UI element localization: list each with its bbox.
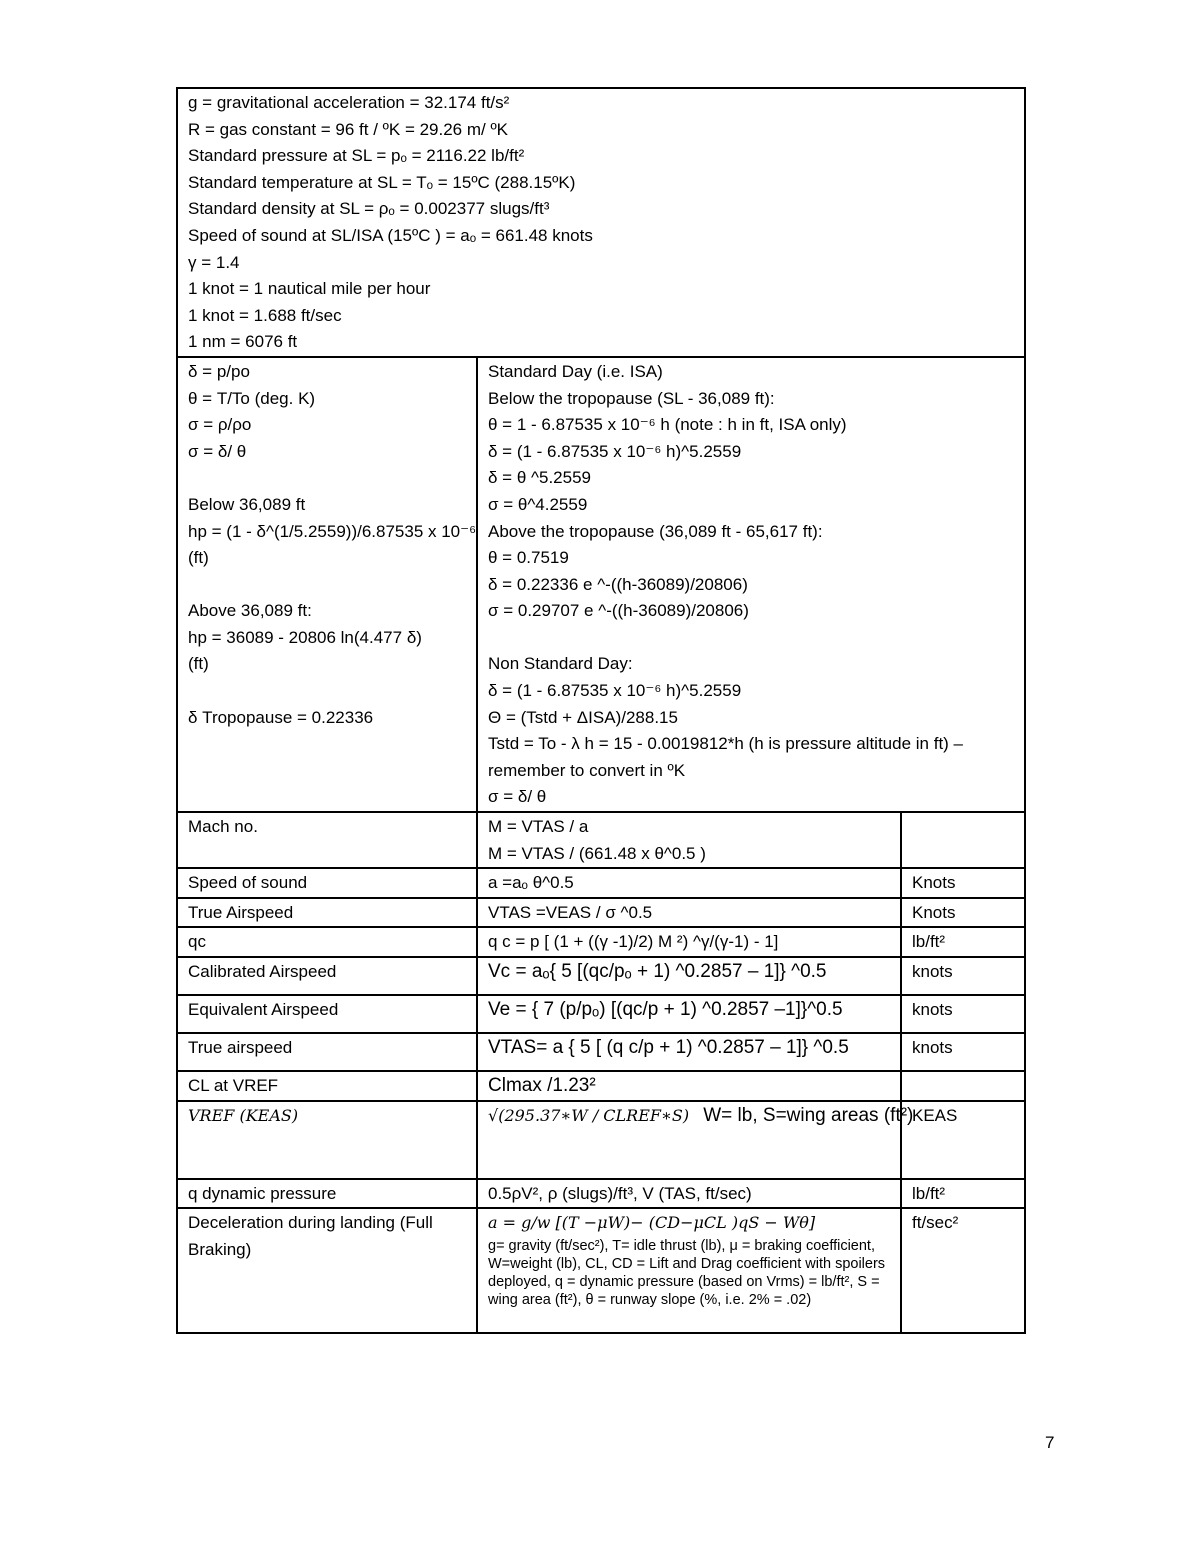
formula-line: q c = p [ (1 + ((γ -1)/2) M ²) ^γ/(γ-1) - 1]	[488, 932, 779, 952]
page-number: 7	[1045, 1433, 1055, 1452]
quantity-name: Calibrated Airspeed	[177, 957, 477, 995]
unit-cell: lb/ft²	[901, 927, 1025, 957]
ratio-line: θ = 1 - 6.87535 x 10⁻⁶ h (note : h in ft, ISA only)	[488, 415, 847, 435]
ratio-line: Above the tropopause (36,089 ft - 65,617 ft):	[488, 521, 823, 541]
formula-cell	[477, 898, 901, 928]
ratio-line: Below the tropopause (SL - 36,089 ft):	[488, 388, 775, 408]
formula-cell	[477, 1179, 901, 1209]
unit-cell	[901, 812, 1025, 868]
unit-cell: knots	[901, 957, 1025, 995]
ratio-line: Above 36,089 ft:	[188, 601, 312, 621]
formula-line: a =aₒ θ^0.5	[488, 873, 574, 893]
quantity-name: CL at VREF	[177, 1071, 477, 1101]
quantity-name: True airspeed	[177, 1033, 477, 1071]
unit-cell: knots	[901, 995, 1025, 1033]
formula-cell	[477, 995, 901, 1033]
formula-line: M = VTAS / a	[488, 817, 589, 837]
ratio-line: Below 36,089 ft	[188, 494, 306, 514]
constant-line: Standard temperature at SL = Tₒ = 15ºC (288.15ºK)	[188, 172, 576, 192]
constant-line: Standard pressure at SL = pₒ = 2116.22 lb/ft²	[188, 146, 525, 166]
constant-line: g = gravitational acceleration = 32.174 ft/s²	[188, 93, 510, 112]
formula-cell	[477, 927, 901, 957]
quantity-name: Speed of sound	[177, 868, 477, 898]
formula-note: g= gravity (ft/sec²), T= idle thrust (lb), μ = braking coefficient, W=weight (lb), CL, CD = Lift and Drag coefficient with spoilers deployed, q = dynamic pressure (based on Vrms) = lb/ft², S = wing area (ft²), θ = runway slope (%, i.e. 2% = .02)	[488, 1237, 886, 1308]
formula-cell	[477, 1033, 901, 1071]
unit-cell: lb/ft²	[901, 1179, 1025, 1209]
formula-line: 0.5ρV², ρ (slugs)/ft³, V (TAS, ft/sec)	[488, 1183, 752, 1203]
ratio-line: σ = 0.29707 e ^-((h-36089)/20806)	[488, 601, 749, 621]
table-row	[177, 1208, 1025, 1333]
formula-cell	[477, 1101, 914, 1179]
ratios-right-cell	[477, 357, 1025, 812]
ratio-line: (ft)	[188, 654, 209, 674]
unit-cell: Knots	[901, 898, 1025, 928]
formula-line: Clmax /1.23²	[488, 1075, 596, 1096]
ratio-line: Θ = (Tstd + ΔISA)/288.15	[488, 707, 678, 727]
quantity-name: Equivalent Airspeed	[177, 995, 477, 1033]
ratio-line: Standard Day (i.e. ISA)	[488, 361, 663, 381]
vref-formula: √(295.37∗W / CLREF∗S)	[488, 1105, 690, 1125]
quantity-name: True Airspeed	[177, 898, 477, 928]
ratio-line: δ = 0.22336 e ^-((h-36089)/20806)	[488, 574, 748, 594]
unit-cell	[901, 1071, 1025, 1101]
formula-line	[488, 1103, 914, 1130]
constants-row	[177, 88, 1025, 357]
constant-line: 1 nm = 6076 ft	[188, 332, 298, 352]
ratio-line: δ = (1 - 6.87535 x 10⁻⁶ h)^5.2559	[488, 681, 742, 701]
unit-cell: knots	[901, 1033, 1025, 1071]
ratio-line: δ = (1 - 6.87535 x 10⁻⁶ h)^5.2559	[488, 441, 742, 461]
quantity-name: q dynamic pressure	[177, 1179, 477, 1209]
ratio-line: Non Standard Day:	[488, 654, 633, 674]
constants-cell	[177, 88, 1025, 357]
table-row	[177, 995, 1025, 1033]
constant-line: R = gas constant = 96 ft / ºK = 29.26 m/ ºK	[188, 119, 509, 139]
formula-line: VTAS= a { 5 [ (q c/p + 1) ^0.2857 – 1]} ^0.5	[488, 1037, 849, 1058]
ratio-line: Tstd = To - λ h = 15 - 0.0019812*h (h is pressure altitude in ft) – remember to convert in ºK	[488, 734, 964, 780]
ratio-line: σ = ρ/ρo	[188, 415, 252, 435]
ratio-line: θ = T/To (deg. K)	[188, 388, 316, 408]
formula-line: a = g/w [(T −μW)− (CD−μCL )qS − Wθ]	[488, 1213, 816, 1233]
ratio-line: δ = θ ^5.2559	[488, 468, 591, 488]
formula-table	[176, 87, 1026, 1334]
ratio-line: σ = δ/ θ	[188, 441, 247, 461]
table-row	[177, 812, 1025, 868]
unit-cell: KEAS	[901, 1101, 1025, 1179]
quantity-name: Mach no.	[177, 812, 477, 868]
table-row	[177, 1071, 1025, 1101]
constant-line: 1 knot = 1.688 ft/sec	[188, 305, 342, 325]
vref-note: W= lb, S=wing areas (ft²)	[703, 1104, 914, 1126]
table-row	[177, 1179, 1025, 1209]
ratio-line: δ = p/po	[188, 361, 250, 381]
unit-cell: ft/sec²	[901, 1208, 1025, 1333]
formula-cell	[477, 1071, 901, 1101]
formula-line: M = VTAS / (661.48 x θ^0.5 )	[488, 843, 706, 863]
quantity-name	[177, 1101, 477, 1179]
ratio-line: hp = (1 - δ^(1/5.2559))/6.87535 x 10⁻⁶	[188, 521, 477, 541]
constant-line: γ = 1.4	[188, 252, 240, 272]
formula-cell	[477, 1208, 901, 1333]
ratios-row	[177, 357, 1025, 812]
ratio-line: θ = 0.7519	[488, 548, 569, 568]
vref-label: VREF (KEAS)	[188, 1105, 299, 1125]
table-row	[177, 957, 1025, 995]
formula-line: Ve = { 7 (p/pₒ) [(qc/p + 1) ^0.2857 –1]}^0.5	[488, 999, 843, 1020]
table-row	[177, 1101, 1025, 1179]
unit-cell: Knots	[901, 868, 1025, 898]
formula-line: Vc = aₒ{ 5 [(qc/pₒ + 1) ^0.2857 – 1]} ^0.5	[488, 961, 827, 982]
constant-line: Speed of sound at SL/ISA (15ºC ) = aₒ = 661.48 knots	[188, 225, 593, 245]
constant-line: Standard density at SL = ρₒ = 0.002377 slugs/ft³	[188, 199, 550, 219]
formula-cell	[477, 957, 901, 995]
quantity-name: qc	[177, 927, 477, 957]
ratio-line: (ft)	[188, 548, 209, 568]
table-row	[177, 1033, 1025, 1071]
formula-cell	[477, 868, 901, 898]
constant-line: 1 knot = 1 nautical mile per hour	[188, 279, 431, 299]
ratio-line: σ = θ^4.2559	[488, 494, 588, 514]
formula-cell	[477, 812, 901, 868]
table-row	[177, 927, 1025, 957]
quantity-name: Deceleration during landing (Full Braking)	[177, 1208, 477, 1333]
ratios-left-cell	[177, 357, 477, 812]
table-row	[177, 868, 1025, 898]
ratio-line: σ = δ/ θ	[488, 787, 547, 807]
ratio-line: hp = 36089 - 20806 ln(4.477 δ)	[188, 627, 422, 647]
ratio-line: δ Tropopause = 0.22336	[188, 707, 374, 727]
formula-line: VTAS =VEAS / σ ^0.5	[488, 902, 653, 922]
table-row	[177, 898, 1025, 928]
